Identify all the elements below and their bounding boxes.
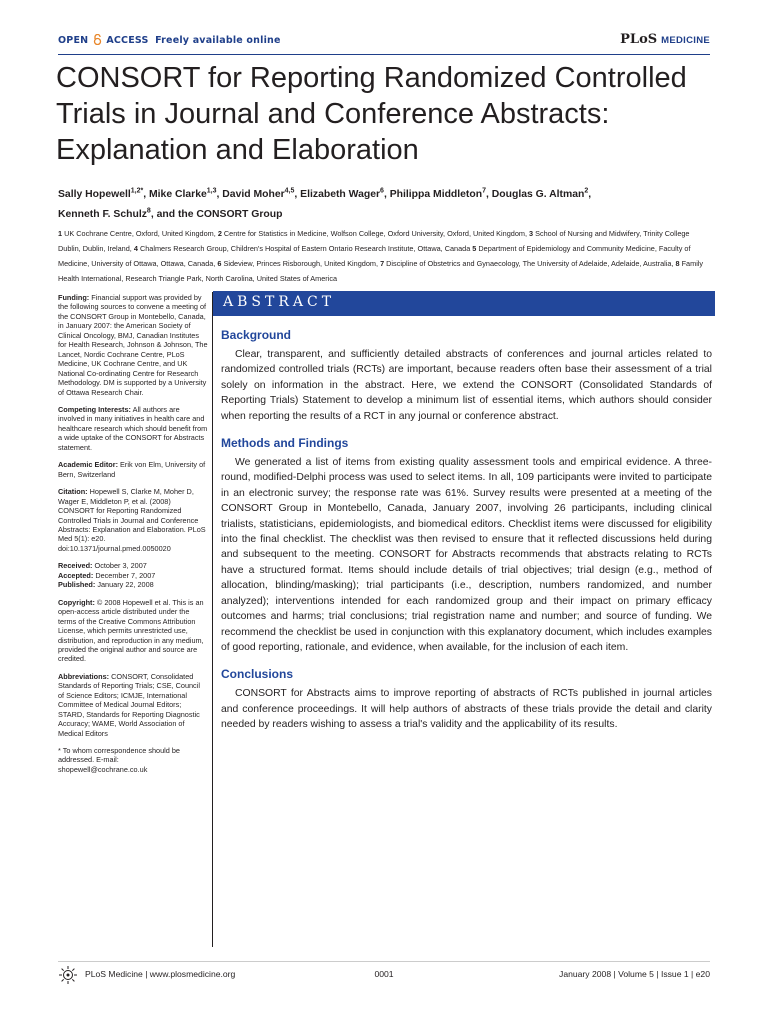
note-label: Abbreviations:: [58, 671, 110, 681]
correspondence-note: [58, 746, 208, 774]
competing-interests-note: [58, 405, 208, 452]
open-access-badge: [58, 34, 281, 46]
abstract-section-background: [221, 328, 712, 424]
note-text: © 2008 Hopewell et al. This is an open-access article distributed under the terms of the Creative Commons Attribution License, which permits unrestricted use, distribution, and reproduction in any medium, provided the original author and source are credited.: [58, 597, 204, 664]
affil-number: 2: [217, 229, 222, 238]
article-title: CONSORT for Reporting Randomized Controlled Trials in Journal and Conference Abstracts: Explanation and Elaboration: [56, 62, 687, 166]
section-paragraph: Clear, transparent, and sufficiently detailed abstracts of conferences and journal articles related to randomized controlled trials (RCTs) are important, because readers often base their assessment of a trial solely on information in the abstract. Here, we extend the CONSORT (Consolidated Standards of Reporting Trials) Statement to develop a minimum list of essential items, which authors should consider when reporting the results of a RCT in any journal or conference abstract.: [221, 349, 712, 422]
academic-editor-note: [58, 460, 208, 479]
affil-number: 1: [58, 229, 63, 238]
author-affil-sup: 8: [146, 207, 151, 215]
abbreviations-note: [58, 672, 208, 738]
section-heading: Methods and Findings: [221, 436, 349, 451]
section-heading: Conclusions: [221, 667, 294, 682]
author-name: Sally Hopewell: [58, 189, 131, 200]
abstract-banner: [213, 291, 715, 316]
author-affil-sup: 6: [380, 187, 384, 195]
affiliations: [58, 226, 712, 286]
affil-number: 8: [675, 259, 680, 268]
author-affil-sup: 2: [584, 187, 589, 195]
published-date: January 22, 2008: [97, 580, 154, 590]
affil-number: 5: [472, 244, 477, 253]
page-footer: [58, 968, 710, 982]
funding-note: [58, 293, 208, 397]
dates-note: [58, 561, 208, 589]
affil-number: 7: [380, 259, 385, 268]
note-text: Financial support was provided by the following sources to convene a meeting of the CONSORT Group in Montebello, Canada, in January 2007: the American Society of Clinical Oncology, BMJ, Canadian Institutes for Health Research, Johnson & Johnson, The Lancet, Nordic Cochrane Centre, PLoS Medicine, UK Cochrane Centre, and UK National Co-ordinating Centre for Research Methodology. DM is supported by a University of Ottawa Research Chair.: [58, 293, 208, 397]
note-label: Competing Interests:: [58, 404, 131, 414]
note-label: Academic Editor:: [58, 460, 119, 470]
affil-text: Sideview, Princes Risborough, United Kingdom,: [223, 259, 379, 268]
open-lock-icon: [93, 34, 102, 45]
note-text: Hopewell S, Clarke M, Moher D, Wager E, Middleton P, et al. (2008) CONSORT for Reporting Randomized Controlled Trials in Journal and Conference Abstracts: Explanation and Elaboration. PLoS Med 5(1): e20. doi:10.1371/journal.pmed.0050020: [58, 487, 206, 553]
affil-text: Chalmers Research Group, Children's Hospital of Eastern Ontario Research Institute, Ottawa, Canada: [139, 244, 471, 253]
author-name: Douglas G. Altman: [491, 189, 585, 200]
note-label: Citation:: [58, 487, 88, 497]
header-bar: [58, 34, 710, 52]
received-date: October 3, 2007: [94, 561, 147, 571]
section-paragraph: We generated a list of items from existing quality assessment tools and empirical evidence. A three-round, modified-Delphi process was used to select items. In all, 109 participants were invited to participate in an electronic survey; the response rate was 61%. Survey results were presented at a meeting of the CONSORT Group in Montebello, Canada, January 2007, involving 26 participants, including clinical trialists, statisticians, epidemiologists, and biomedical editors. Checklist items were discussed for eligibility into the final checklist. The checklist was then revised to ensure that it reflected discussions held during and subsequent to the meeting. CONSORT for Abstracts recommends that abstracts relating to RCTs have a structured format. Items should include details of trial objectives; trial design (e.g., method of allocation, blinding/masking); trial participants (i.e., description, numbers randomized, and number analyzed); interventions intended for each randomized group and their impact on primary efficacy outcomes and harms; trial conclusions; trial registration name and number; and source of funding. We recommend the checklist be used in conjunction with this explanatory document, which includes examples of good reporting, rationale, and evidence, when available, for the inclusion of each item.: [221, 457, 712, 653]
section-heading: Background: [221, 328, 292, 342]
section-paragraph: CONSORT for Abstracts aims to improve reporting of abstracts of RCTs published in journal articles and conference proceedings. It will help authors of abstracts of these trials provide the detail and clarity needed by readers wishing to assess a trial's validity and the applicability of its results.: [221, 688, 712, 731]
footer-page-number: 0001: [374, 969, 394, 979]
abstract-body: [221, 318, 712, 745]
footer-journal-link[interactable]: PLoS Medicine | www.plosmedicine.org: [85, 969, 236, 979]
author-affil-sup: 4,5: [284, 187, 295, 195]
affil-number: 6: [217, 259, 222, 268]
note-text: All authors are involved in many initiatives in health care and healthcare research which should benefit from a wide uptake of the CONSORT for Abstracts statement.: [58, 404, 208, 452]
open-label: OPEN: [58, 35, 89, 46]
abstract-section-methods: [221, 436, 712, 655]
journal-logo: [620, 32, 710, 47]
affil-number: 3: [529, 229, 534, 238]
affil-text: School of Nursing and Midwifery, Trinity College Dublin, Dublin, Ireland,: [58, 229, 690, 253]
article-info-sidebar: [58, 293, 208, 782]
accepted-date: December 7, 2007: [95, 570, 156, 580]
affil-text: UK Cochrane Centre, Oxford, United Kingdom,: [64, 229, 216, 238]
author-affil-sup: 1,3: [206, 187, 217, 195]
header-rule: [58, 54, 710, 55]
journal-prefix: PLoS: [620, 32, 658, 47]
citation-note: [58, 487, 208, 553]
author-affil-sup: 1,2*: [130, 187, 144, 195]
received-label: Received:: [58, 561, 93, 571]
author-name: Mike Clarke: [149, 189, 207, 200]
accepted-label: Accepted:: [58, 570, 94, 580]
author-affil-sup: 7: [482, 187, 486, 195]
published-label: Published:: [58, 580, 96, 590]
access-label: ACCESS: [106, 35, 149, 46]
note-text: * To whom correspondence should be addressed. E-mail: shopewell@cochrane.co.uk: [58, 746, 180, 774]
affil-text: Family Health International, Research Triangle Park, North Carolina, United States of America: [58, 259, 704, 283]
footer-rule: [58, 961, 710, 962]
column-divider: [212, 292, 213, 947]
journal-name: MEDICINE: [661, 35, 710, 46]
affil-text: Centre for Statistics in Medicine, Wolfson College, Oxford University, Oxford, United Kingdom,: [223, 229, 527, 238]
abstract-heading: ABSTRACT: [223, 294, 336, 310]
note-text: CONSORT, Consolidated Standards of Reporting Trials; CSE, Council of Science Editors; ICMJE, International Committee of Medical Journal Editors; STARD, Standards for Reporting Diagnostic Accuracy; WAME, World Association of Medical Editors: [58, 671, 200, 738]
author-name: Elizabeth Wager: [300, 189, 381, 200]
author-name: Kenneth F. Schulz: [58, 209, 147, 220]
footer-issue-info: January 2008 | Volume 5 | Issue 1 | e20: [559, 969, 710, 979]
note-label: Funding:: [58, 293, 90, 302]
author-name: David Moher: [222, 189, 285, 200]
abstract-section-conclusions: [221, 667, 712, 732]
author-group: and the CONSORT Group: [156, 209, 283, 220]
author-list: Sally Hopewell$^{1,2*}$, Mike Clarke$^{1,3}$, David Moher$^{4,5}$, Elizabeth Wager$^6$, Philippa Middleton$^7$, Douglas G. Altman$^2$, Kenneth F. Schulz$^8$, and the CONSORT Group: [58, 187, 592, 220]
copyright-note: [58, 598, 208, 664]
author-name: Philippa Middleton: [389, 189, 483, 200]
affil-text: Discipline of Obstetrics and Gynaecology, The University of Adelaide, Adelaide, Australia,: [386, 259, 674, 268]
freely-available-label: Freely available online: [155, 35, 281, 46]
note-text: Erik von Elm, University of Bern, Switzerland: [58, 460, 206, 479]
affil-number: 4: [133, 244, 138, 253]
affil-text: Department of Epidemiology and Community Medicine, Faculty of Medicine, University of Ottawa, Ottawa, Canada,: [58, 244, 691, 268]
note-label: Copyright:: [58, 597, 95, 607]
